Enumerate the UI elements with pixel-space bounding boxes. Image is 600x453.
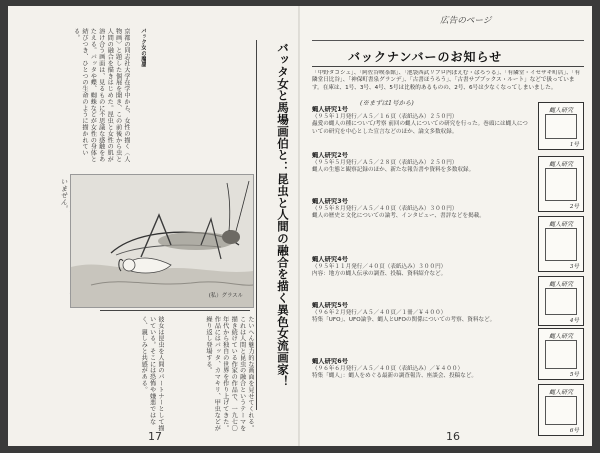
illustration-caption: (私）グラスル (208, 293, 243, 299)
cover-frame (545, 168, 577, 201)
entry-title: 蝿人研究5号 (312, 302, 348, 309)
right-page (300, 6, 592, 446)
cover-label: 蝿人研究 (548, 281, 573, 288)
article-title: バッタ女と馬場画伯と：昆虫と人間の融合を描く異色女流画家！ (276, 42, 290, 388)
entry-text: 蟲愛の蝿人の種について/考察 前回の蝿人についての研究を行った。巻頭には蝿人についての研究を中心とした宣言などのほか、論文多数収録。 (312, 121, 528, 135)
cover-label: 蝿人研究 (548, 221, 573, 228)
intro-text: 「中野タコシェ」、「阿佐谷喫茶館」、「池袋西武リブロ内ぽえむ・ぱろうる」、「有隣堂・イセザキ町店」、「有隣堂日比谷」、「神保町書泉グランデ」、「古書ほうろう」、「古書サブブックス・ルート」などで扱っています。在庫は、1号、3号、4号、5号は比較的あるものの、2号、6号は少なくなってしまいました。 (312, 70, 581, 91)
entry-meta: （９５年１１月発行／４０頁（表紙込み）３００円） (312, 264, 447, 270)
entry-text: 内容：地方の蝿人伝承の調査、投稿、資料紹介など。 (312, 271, 447, 278)
entry-title: 蝿人研究6号 (312, 358, 348, 365)
entry-meta: （９６年６月発行／Ａ５／４０頁（表紙込み）／￥４００） (312, 366, 464, 372)
cover-number: 4号 (569, 318, 579, 324)
cover-number: 3号 (569, 264, 579, 270)
page-number-right: 16 (446, 430, 460, 443)
entry-meta: （９５年１月発行／Ａ５／１６頁（表紙込み）２５０円） (312, 114, 458, 120)
entry-meta: （９５年８月発行／Ａ５／４０頁（表紙込み）３００円） (312, 206, 458, 212)
grasshopper-woman-picture (71, 175, 253, 307)
cover-thumbnail-1 (538, 102, 584, 150)
cover-thumbnail-2 (538, 156, 584, 212)
cover-thumbnail-5 (538, 328, 584, 380)
heading-rule-bottom (312, 66, 584, 67)
entry-title: 蝿人研究4号 (312, 256, 348, 263)
entry-text: 特集「蝿人」：蝿人をめぐる最新の調査報告、座談会、投稿など。 (312, 373, 478, 380)
lower-body-text-right: 彼女は昆虫を人間のパートナーとして描いている。そこには恐怖や嫌悪ではなく、親しみと共感がある。 (140, 316, 164, 432)
cover-number: 5号 (569, 372, 579, 378)
entry-meta: （９５年５月発行／Ａ５／２８頁（表紙込み）２５０円） (312, 160, 458, 166)
page-number-left: 17 (148, 430, 162, 443)
entry-5 (312, 302, 532, 344)
entry-title: 蝿人研究2号 (312, 152, 348, 159)
section-heading: バックナンバーのお知らせ (348, 50, 503, 64)
cover-frame (545, 396, 577, 425)
entry-2 (312, 152, 532, 196)
column-header: パック女の魔墨 (140, 28, 146, 68)
lower-divider (100, 310, 250, 311)
column-text: 京都の同志社大学在学中から、女性の描く〈人物画〉と題した個展を開き、この前後から虫と人間の融合を描きはじめた。昆虫と女性の肌が溶け合う画面は、見るものに不思議な感触をあたえる。バッタや蝶、蜘蛛などが女性の身体と結びつき、ひとつの生命のように描かれている。 (72, 28, 130, 163)
cover-frame (545, 340, 577, 369)
lower-body-text: たいへん魅力的な画面を見せてくれる。これは人間と昆虫の融合というテーマを描き続けている作家の作品で、一九七〇年代から独自の世界を作り上げてきた。作品にはバッタ、カマキリ、甲虫などが繰り返し登場する。 (204, 316, 254, 432)
entry-4 (312, 256, 532, 296)
cover-frame (545, 288, 577, 315)
cover-thumbnail-6 (538, 384, 584, 436)
cover-thumbnail-4 (538, 276, 584, 326)
entry-1 (312, 106, 532, 150)
entry-text: 蝿人の歴史と文化についての論考、インタビュー、書評などを掲載。 (312, 213, 485, 220)
cover-label: 蝿人研究 (548, 333, 573, 340)
entry-text: 蝿人の生態と観察記録のほか、新たな報告書や資料を多数収録。 (312, 167, 475, 174)
handwritten-aside: (※まずは1号から) (360, 99, 414, 107)
handwritten-note: いません。 (59, 178, 67, 212)
column-box (14, 24, 150, 174)
cover-label: 蝿人研究 (548, 389, 573, 396)
grasshopper-illustration (70, 174, 254, 308)
entry-6 (312, 358, 532, 404)
cover-number: 2号 (569, 204, 579, 210)
entry-title: 蝿人研究3号 (312, 198, 348, 205)
cover-label: 蝿人研究 (548, 161, 573, 168)
left-page (8, 6, 298, 446)
header-label: 広告のページ (440, 16, 492, 26)
heading-box (312, 40, 584, 41)
entry-3 (312, 198, 532, 242)
cover-frame (545, 228, 577, 261)
cover-label: 蝿人研究 (548, 107, 573, 114)
entry-text: 特集「UFO」、UFO論争、蝿人とUFOの関係についての考察、資料など。 (312, 317, 496, 324)
cover-number: 1号 (569, 142, 579, 148)
cover-thumbnail-3 (538, 216, 584, 272)
cover-frame (545, 114, 577, 139)
title-rule (256, 40, 257, 410)
cover-number: 6号 (569, 428, 579, 434)
entry-meta: （９６年２月発行／Ａ５／４０頁／１冊／￥４００） (312, 310, 447, 316)
entry-title: 蝿人研究1号 (312, 106, 348, 113)
